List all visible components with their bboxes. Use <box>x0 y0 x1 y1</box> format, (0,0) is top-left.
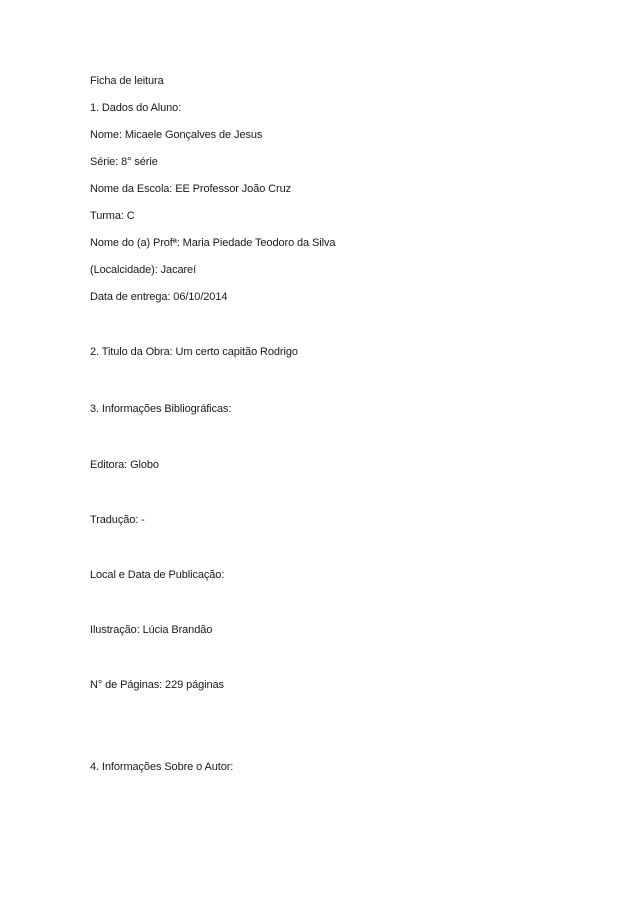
class-name: Turma: C <box>90 210 135 222</box>
teacher-name: Nome do (a) Profª: Maria Piedade Teodoro da Silva <box>90 237 336 249</box>
translation: Tradução: - <box>90 514 145 526</box>
student-name: Nome: Micaele Gonçalves de Jesus <box>90 129 263 141</box>
section-3-heading: 3. Informações Bibliográficas: <box>90 403 232 415</box>
school-name: Nome da Escola: EE Professor João Cruz <box>90 183 292 195</box>
page-count: N° de Páginas: 229 páginas <box>90 679 224 691</box>
document-title: Ficha de leitura <box>90 75 164 87</box>
publisher: Editora: Globo <box>90 459 159 471</box>
illustration: Ilustração: Lúcia Brandão <box>90 624 213 636</box>
section-1-heading: 1. Dados do Aluno: <box>90 102 182 114</box>
section-2-heading: 2. Titulo da Obra: Um certo capitão Rodrigo <box>90 346 298 358</box>
student-grade: Série: 8° série <box>90 156 158 168</box>
delivery-date: Data de entrega: 06/10/2014 <box>90 291 228 303</box>
locality: (Localcidade): Jacareí <box>90 264 197 276</box>
section-4-heading: 4. Informações Sobre o Autor: <box>90 761 234 773</box>
publication-place-date: Local e Data de Publicação: <box>90 569 225 581</box>
